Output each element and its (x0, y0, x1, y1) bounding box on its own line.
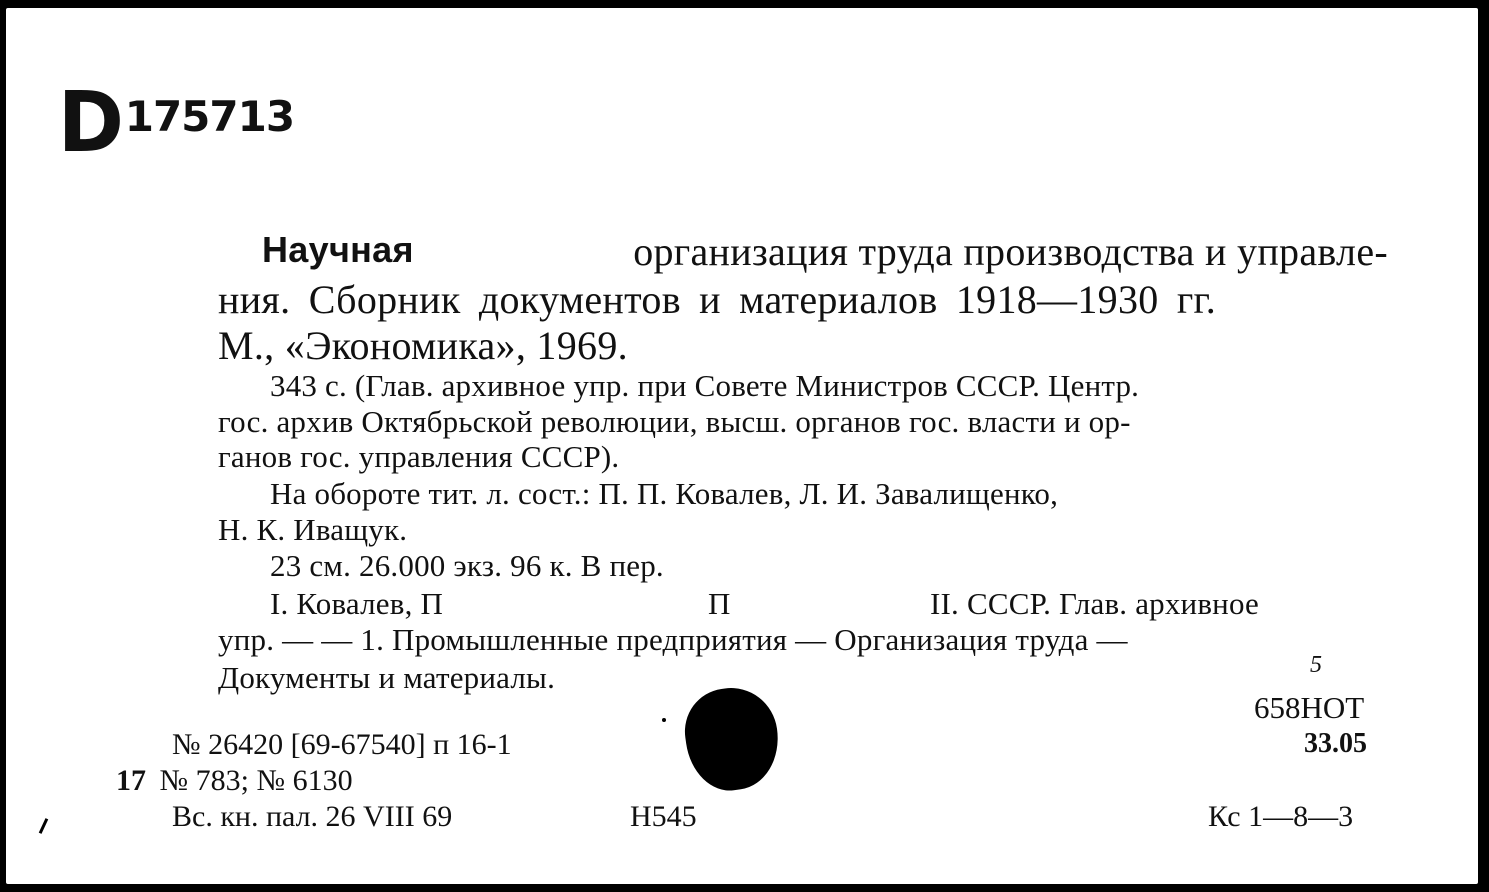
tracing-line-3: Документы и материалы. (218, 660, 556, 695)
description-line-6: 23 см. 26.000 экз. 96 к. В пер. (270, 548, 664, 583)
pencil-mark: 5 (1310, 652, 1322, 678)
tracing-line-2: упр. — — 1. Промышленные предприятия — Организация труда — (218, 622, 1128, 657)
title-line-1 (262, 229, 1388, 274)
description-line-2: гос. архив Октябрьской революции, высш. органов гос. власти и ор- (218, 404, 1131, 439)
call-number (56, 73, 295, 171)
numbers-prefix: 17 (116, 764, 146, 797)
kc-code: Кс 1—8—3 (1208, 800, 1354, 833)
tracing-line-1b: П (708, 586, 731, 621)
description-line-4: На обороте тит. л. сост.: П. П. Ковалев, Л. И. Завалищенко, (270, 476, 1059, 511)
ink-speck (662, 718, 666, 722)
description-line-3: ганов гос. управления СССР). (218, 439, 620, 474)
call-number-digits: 175713 (124, 92, 295, 141)
order-line: № 26420 [69-67540] п 16-1 (172, 728, 512, 761)
chamber-line: Вс. кн. пал. 26 VIII 69 (172, 800, 453, 833)
h-code: Н545 (630, 800, 697, 833)
title-line-3: М., «Экономика», 1969. (218, 323, 628, 368)
description-line-5: Н. К. Иващук. (218, 512, 408, 547)
title-line-2: ния. Сборник документов и материалов 1918—1930 гг. (218, 277, 1217, 322)
numbers-line: № 783; № 6130 (159, 764, 353, 797)
numbers-row (116, 766, 353, 796)
title-first-word: Научная (262, 229, 414, 270)
description-line-1: 343 с. (Глав. архивное упр. при Совете Министров СССР. Центр. (270, 368, 1140, 403)
classification-code: 33.05 (1304, 728, 1367, 759)
tracing-line-1a: I. Ковалев, П (270, 586, 444, 621)
call-number-letter: D (57, 73, 125, 171)
title-line-1-rest: организация труда производства и управле- (633, 229, 1388, 274)
tracing-line-1c: II. СССР. Глав. архивное (930, 586, 1260, 621)
classification-index: 658НОТ (1254, 690, 1365, 725)
